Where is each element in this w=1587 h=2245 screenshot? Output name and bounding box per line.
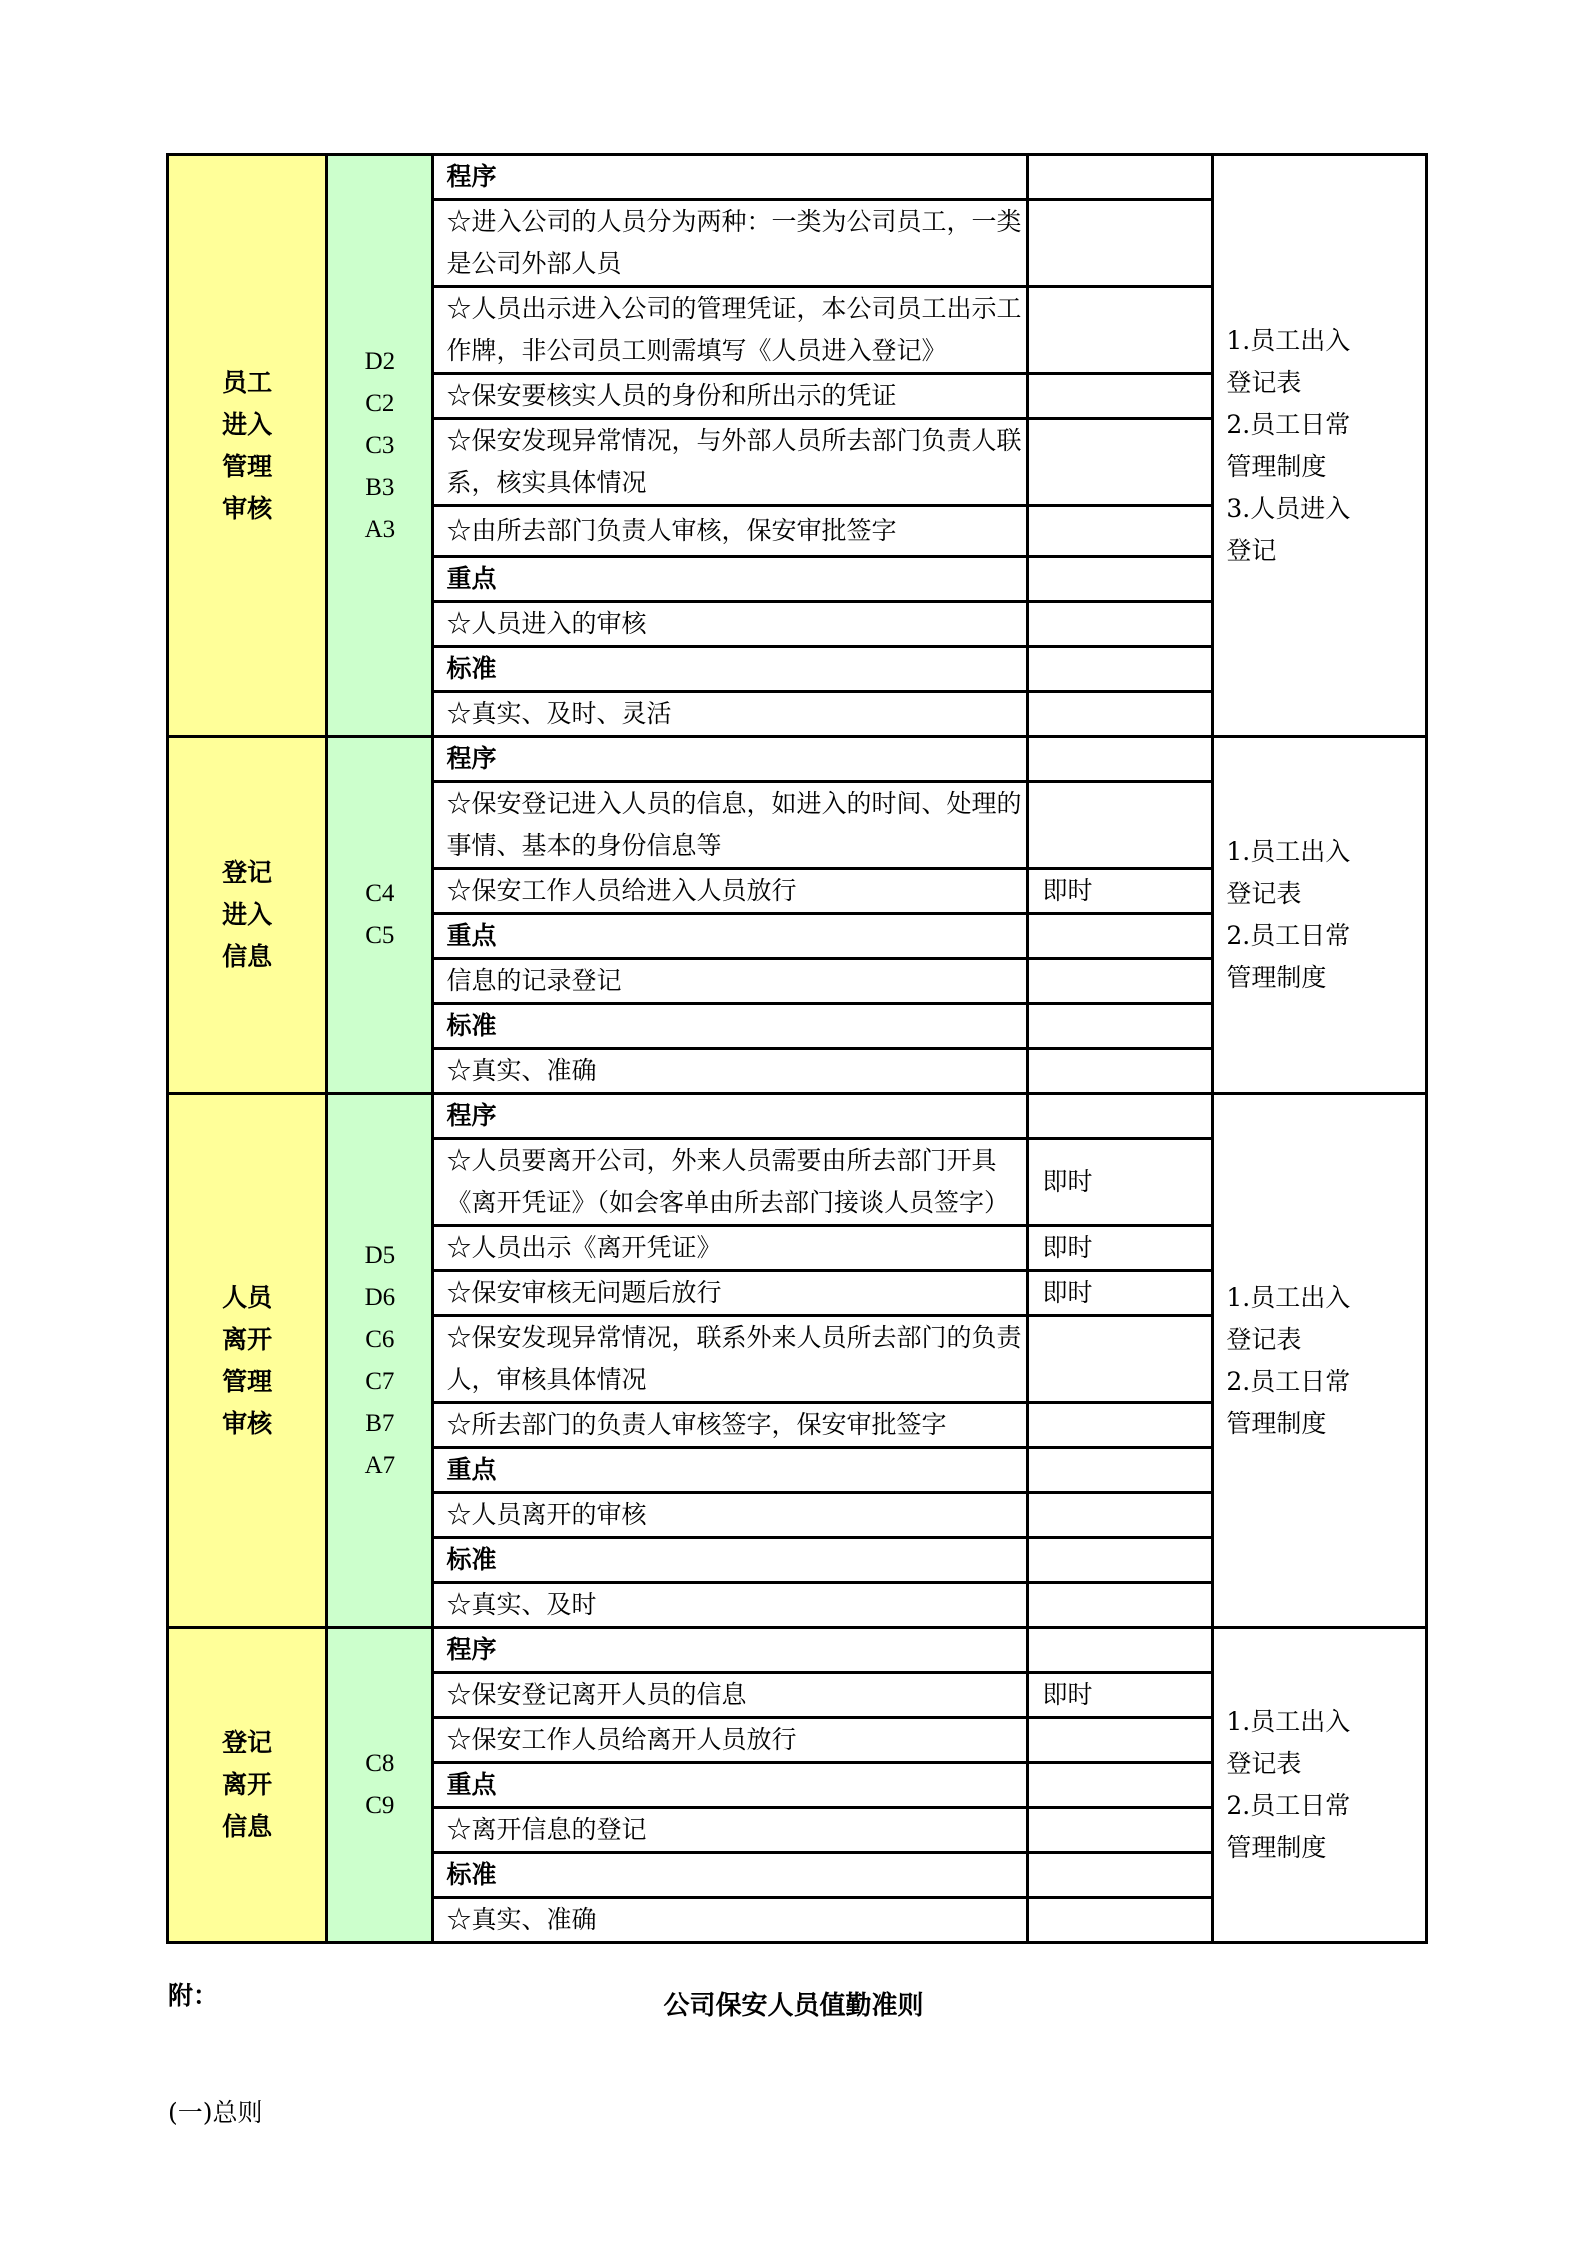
section-title-cell [168,1094,327,1628]
timing-cell [1027,1763,1213,1808]
timing-cell [1027,1718,1213,1763]
section-title-line: 离开 [222,1770,273,1799]
related-document-line: 管理制度 [1226,451,1327,481]
code-label: D2 [364,347,396,375]
timing-cell [1027,914,1213,959]
step-header: 标准 [433,1538,1027,1583]
timing-cell [1027,1538,1213,1583]
step-text: ☆保安发现异常情况，与外部人员所去部门负责人联系，核实具体情况 [433,419,1027,506]
section-codes-cell [327,1628,433,1943]
code-label: A7 [364,1451,396,1479]
procedure-table [166,153,1428,1944]
step-header: 重点 [433,1763,1027,1808]
step-text: 信息的记录登记 [433,959,1027,1004]
related-document-line: 2.员工日常 [1226,1366,1351,1396]
step-header: 程序 [433,737,1027,782]
code-label: C3 [365,431,395,459]
timing-cell [1027,1004,1213,1049]
related-document-line: 1.员工出入 [1226,1282,1351,1312]
related-documents-cell [1213,155,1427,737]
code-label: C7 [365,1367,395,1395]
code-label: A3 [364,515,396,543]
code-label: C8 [365,1750,395,1777]
related-document-line: 1.员工出入 [1226,837,1351,866]
step-header: 标准 [433,647,1027,692]
timing-cell [1027,1898,1213,1943]
code-label: D6 [364,1283,396,1311]
step-text: ☆保安工作人员给进入人员放行 [433,869,1027,914]
related-document-line: 3.人员进入 [1226,493,1351,523]
related-document-line: 登记表 [1226,879,1302,908]
related-documents-cell [1213,1628,1427,1943]
section-codes-cell [327,1094,433,1628]
timing-cell: 即时 [1027,869,1213,914]
timing-cell [1027,1094,1213,1139]
step-text: ☆人员出示《离开凭证》 [433,1226,1027,1271]
section-title-line: 登记 [222,1728,273,1757]
code-label: B3 [365,473,395,501]
related-document-line: 管理制度 [1226,963,1327,992]
timing-cell [1027,155,1213,200]
related-document-line: 管理制度 [1226,1408,1327,1438]
step-header: 程序 [433,1628,1027,1673]
timing-cell [1027,1628,1213,1673]
timing-cell [1027,374,1213,419]
timing-cell [1027,1808,1213,1853]
section-title-line: 信息 [222,1812,273,1841]
related-document-line: 2.员工日常 [1226,921,1351,950]
step-text: ☆保安工作人员给离开人员放行 [433,1718,1027,1763]
step-header: 重点 [433,557,1027,602]
section-title-line: 审核 [222,1408,273,1438]
section-heading-general: (一)总则 [168,2098,263,2127]
step-text: ☆保安登记进入人员的信息，如进入的时间、处理的事情、基本的身份信息等 [433,782,1027,869]
step-header: 标准 [433,1853,1027,1898]
section-title-line: 管理 [222,1366,273,1396]
related-document-line: 1.员工出入 [1226,1707,1351,1736]
timing-cell [1027,782,1213,869]
step-header: 重点 [433,914,1027,959]
step-text: ☆保安审核无问题后放行 [433,1271,1027,1316]
code-label: C4 [365,880,395,907]
section-title-line: 离开 [222,1324,273,1354]
related-document-line: 登记 [1226,535,1277,565]
related-document-line: 1.员工出入 [1226,325,1351,355]
timing-cell [1027,602,1213,647]
related-document-line: 登记表 [1226,1749,1302,1778]
section-title-line: 进入 [222,409,273,439]
appendix-title: 公司保安人员值勤准则 [663,1991,924,2021]
step-text: ☆人员要离开公司，外来人员需要由所去部门开具《离开凭证》（如会客单由所去部门接谈人员签字） [433,1139,1027,1226]
table-row [168,1094,1427,1139]
related-document-line: 登记表 [1226,367,1302,397]
timing-cell [1027,1049,1213,1094]
table-row [168,737,1427,782]
code-label: C5 [365,922,395,949]
step-text: ☆保安登记离开人员的信息 [433,1673,1027,1718]
related-document-line: 2.员工日常 [1226,409,1351,439]
code-label: C9 [365,1792,395,1819]
timing-cell [1027,1403,1213,1448]
timing-cell: 即时 [1027,1139,1213,1226]
timing-cell [1027,1583,1213,1628]
section-title-cell [168,155,327,737]
related-documents-cell [1213,1094,1427,1628]
section-codes-cell [327,155,433,737]
appendix-label: 附： [168,1981,219,2010]
table-row [168,155,1427,200]
section-title-cell [168,1628,327,1943]
timing-cell [1027,1316,1213,1403]
related-document-line: 登记表 [1226,1324,1302,1354]
related-document-line: 管理制度 [1226,1833,1327,1862]
timing-cell: 即时 [1027,1271,1213,1316]
step-text: ☆由所去部门负责人审核，保安审批签字 [433,506,1027,557]
step-text: ☆离开信息的登记 [433,1808,1027,1853]
related-documents-cell [1213,737,1427,1094]
timing-cell [1027,692,1213,737]
section-title-line: 登记 [222,858,273,887]
related-document-line: 2.员工日常 [1226,1791,1351,1820]
timing-cell [1027,737,1213,782]
timing-cell [1027,959,1213,1004]
timing-cell [1027,1853,1213,1898]
timing-cell [1027,1448,1213,1493]
code-label: C6 [365,1325,395,1353]
section-title-line: 管理 [222,451,273,481]
timing-cell [1027,506,1213,557]
section-title-cell [168,737,327,1094]
section-title-line: 审核 [222,493,273,523]
step-text: ☆真实、准确 [433,1049,1027,1094]
step-header: 程序 [433,155,1027,200]
step-text: ☆真实、及时、灵活 [433,692,1027,737]
timing-cell [1027,647,1213,692]
code-label: D5 [364,1241,396,1269]
timing-cell: 即时 [1027,1226,1213,1271]
timing-cell [1027,557,1213,602]
code-label: C2 [365,389,395,417]
timing-cell: 即时 [1027,1673,1213,1718]
step-header: 重点 [433,1448,1027,1493]
step-text: ☆真实、及时 [433,1583,1027,1628]
timing-cell [1027,287,1213,374]
step-header: 程序 [433,1094,1027,1139]
section-codes-cell [327,737,433,1094]
step-text: ☆所去部门的负责人审核签字，保安审批签字 [433,1403,1027,1448]
code-label: B7 [365,1409,395,1437]
timing-cell [1027,200,1213,287]
table-row [168,1628,1427,1673]
step-text: ☆人员离开的审核 [433,1493,1027,1538]
section-title-line: 信息 [222,942,273,971]
section-title-line: 人员 [222,1282,273,1312]
timing-cell [1027,419,1213,506]
step-text: ☆真实、准确 [433,1898,1027,1943]
step-text: ☆进入公司的人员分为两种：一类为公司员工，一类是公司外部人员 [433,200,1027,287]
timing-cell [1027,1493,1213,1538]
step-text: ☆人员进入的审核 [433,602,1027,647]
step-text: ☆保安要核实人员的身份和所出示的凭证 [433,374,1027,419]
step-text: ☆人员出示进入公司的管理凭证，本公司员工出示工作牌，非公司员工则需填写《人员进入登记》 [433,287,1027,374]
section-title-line: 进入 [222,900,273,929]
step-text: ☆保安发现异常情况，联系外来人员所去部门的负责人，审核具体情况 [433,1316,1027,1403]
step-header: 标准 [433,1004,1027,1049]
section-title-line: 员工 [222,367,273,397]
